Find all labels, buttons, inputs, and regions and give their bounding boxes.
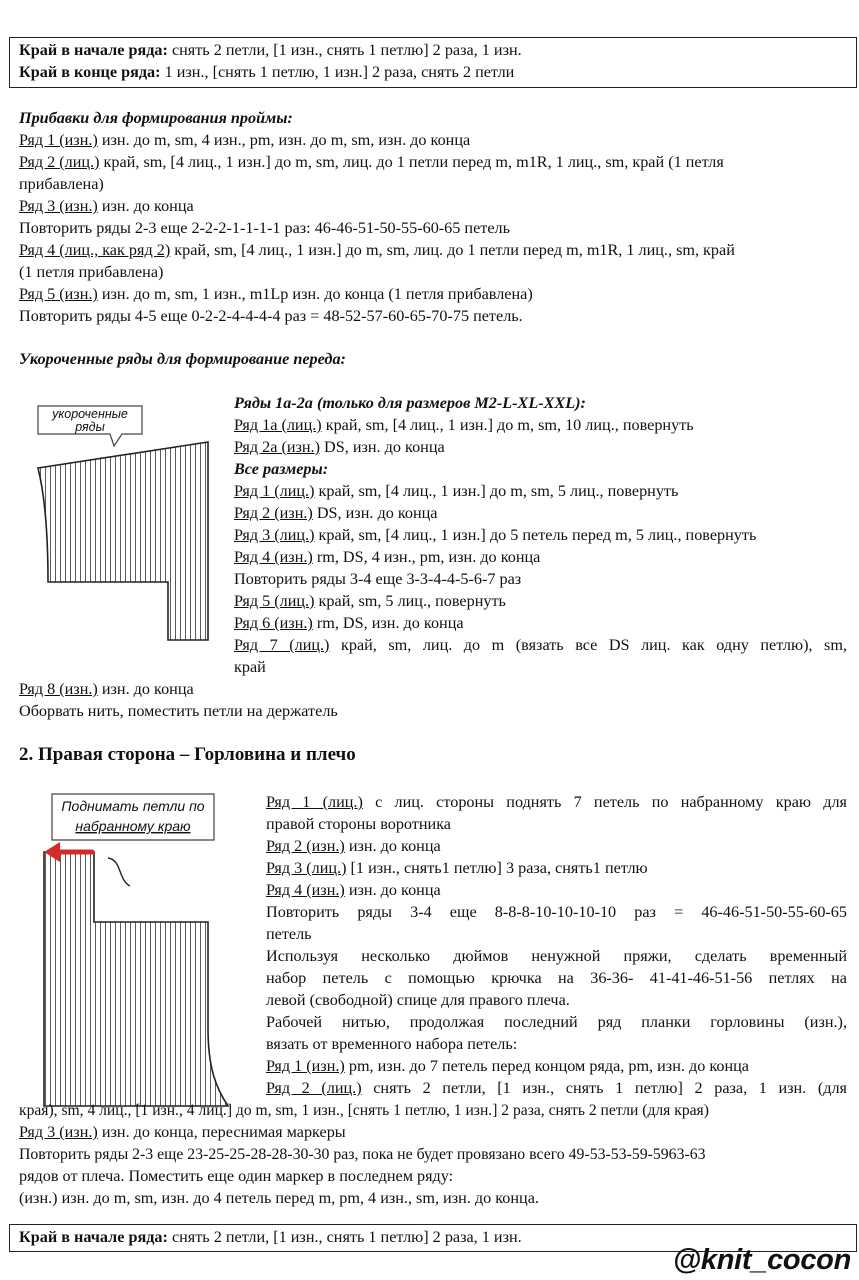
short-row-3 [234, 525, 756, 547]
armhole-row-2 [19, 152, 724, 174]
row-text: снять 2 петли, [1 изн., снять 1 петлю] 2 раза, 1 изн. (для [361, 1079, 847, 1097]
row-text: DS, изн. до конца [312, 504, 438, 522]
right-para-1: Используя несколько дюймов ненужной пряжи, сделать временный [266, 947, 847, 965]
armhole-row-1 [19, 130, 470, 152]
section-heading-right-side: 2. Правая сторона – Горловина и плечо [19, 744, 356, 765]
row-label: Ряд 2 (изн.) [266, 837, 345, 855]
edge-start-label: Край в начале ряда: [19, 1228, 168, 1246]
row-label: Ряд 2 (изн.) [234, 504, 313, 522]
row-label: Ряд 3 (лиц.) [234, 526, 315, 544]
row-text: край, sm, [4 лиц., 1 изн.] до m, sm, лиц. до 1 петли перед m, m1R, 1 лиц., sm, край [170, 241, 735, 259]
row-label: Ряд 1 (изн.) [19, 131, 98, 149]
neckline-diagram [38, 788, 263, 1110]
shoulder-row-1 [266, 1056, 749, 1078]
row-text: край, sm, [4 лиц., 1 изн.] до m, sm, 10 лиц., повернуть [321, 416, 694, 434]
row-text: rm, DS, изн. до конца [312, 614, 464, 632]
row-text: край, sm, [4 лиц., 1 изн.] до m, sm, лиц. до 1 петли перед m, m1R, 1 лиц., sm, край (1 петля [99, 153, 724, 171]
row-text: край, sm, [4 лиц., 1 изн.] до 5 петель перед m, 5 лиц., повернуть [314, 526, 757, 544]
row-label: Ряд 4 (изн.) [266, 881, 345, 899]
right-row-2 [266, 836, 441, 858]
shoulder-repeat-d: рядов от плеча. Поместить еще один маркер в последнем ряду: [19, 1167, 454, 1185]
short-row-7 [234, 635, 847, 657]
short-rows-diagram [18, 400, 230, 650]
diagram-label-short-rows-1: укороченные [52, 407, 128, 421]
armhole-row-2-cont: прибавлена) [19, 175, 104, 193]
row-text: [1 изн., снять1 петлю] 3 раза, снять1 петлю [346, 859, 648, 877]
short-row-5 [234, 591, 506, 613]
armhole-row-3 [19, 196, 194, 218]
right-para-5: вязать от временного набора петель: [266, 1035, 518, 1053]
armhole-row-5 [19, 284, 533, 306]
short-row-2 [234, 503, 437, 525]
armhole-title: Прибавки для формирования проймы: [19, 109, 293, 127]
short-rows-sub-1: Ряды 1а-2а (только для размеров M2-L-XL-XXL): [234, 394, 586, 412]
row-text: край, sm, 5 лиц., повернуть [314, 592, 506, 610]
row-text: с лиц. стороны поднять 7 петель по набранному краю для [362, 793, 847, 811]
diagram-label-short-rows-2: ряды [75, 420, 105, 434]
right-row-3 [266, 858, 648, 880]
short-rows-repeat: Повторить ряды 3-4 еще 3-3-4-4-5-6-7 раз [234, 570, 522, 588]
edge-start-text: снять 2 петли, [1 изн., снять 1 петлю] 2 раза, 1 изн. [167, 1228, 522, 1246]
armhole-repeat-1: Повторить ряды 2-3 еще 2-2-2-1-1-1-1 раз: 46-46-51-50-55-60-65 петель [19, 219, 510, 237]
shoulder-last-row: (изн.) изн. до m, sm, изн. до 4 петель перед m, pm, 4 изн., sm, изн. до конца. [19, 1189, 539, 1207]
row-label: Ряд 5 (изн.) [19, 285, 98, 303]
top-box-row-1 [19, 40, 522, 62]
row-text: край, sm, лиц. до m (вязать все DS лиц. как одну петлю), sm, [329, 636, 847, 654]
diagram-label-pickup-1: Поднимать петли по [61, 798, 205, 814]
row-text: край, sm, [4 лиц., 1 изн.] до m, sm, 5 лиц., повернуть [314, 482, 679, 500]
right-para-3: левой (свободной) спице для правого плеча. [266, 991, 570, 1009]
right-repeat-b: петель [266, 925, 312, 943]
short-row-2a [234, 437, 445, 459]
armhole-row-4-cont: (1 петля прибавлена) [19, 263, 164, 281]
row-label: Ряд 2 (лиц.) [266, 1079, 362, 1097]
row-label: Ряд 3 (изн.) [19, 1123, 98, 1141]
right-row-1-cont: правой стороны воротника [266, 815, 451, 833]
row-label: Ряд 8 (изн.) [19, 680, 98, 698]
row-label: Ряд 3 (изн.) [19, 197, 98, 215]
row-label: Ряд 1 (лиц.) [234, 482, 315, 500]
short-row-6 [234, 613, 464, 635]
row-text: DS, изн. до конца [320, 438, 445, 456]
short-row-7-cont: край [234, 658, 266, 676]
row-label: Ряд 1а (лиц.) [234, 416, 322, 434]
row-text: изн. до конца [97, 680, 194, 698]
edge-end-text: 1 изн., [снять 1 петлю, 1 изн.] 2 раза, снять 2 петли [160, 63, 515, 81]
right-para-2: набор петель с помощью крючка на 36-36- 41-41-46-51-56 петлях на [266, 969, 847, 987]
short-row-1a [234, 415, 694, 437]
row-label: Ряд 3 (лиц.) [266, 859, 347, 877]
row-label: Ряд 2а (изн.) [234, 438, 320, 456]
row-label: Ряд 1 (лиц.) [266, 793, 363, 811]
short-row-4 [234, 547, 540, 569]
right-repeat-a: Повторить ряды 3-4 еще 8-8-8-10-10-10-10 раз = 46-46-51-50-55-60-65 [266, 903, 847, 921]
armhole-row-4 [19, 240, 735, 262]
row-label: Ряд 2 (лиц.) [19, 153, 100, 171]
row-text: изн. до m, sm, 1 изн., m1Lp изн. до конца (1 петля прибавлена) [97, 285, 533, 303]
short-rows-sub-2: Все размеры: [234, 460, 329, 478]
right-row-1 [266, 792, 847, 814]
row-label: Ряд 7 (лиц.) [234, 636, 330, 654]
row-label: Ряд 4 (изн.) [234, 548, 313, 566]
edge-end-label: Край в конце ряда: [19, 63, 161, 81]
shoulder-row-3 [19, 1122, 346, 1144]
row-label: Ряд 5 (лиц.) [234, 592, 315, 610]
row-text: изн. до конца [97, 197, 194, 215]
row-text: изн. до конца, переснимая маркеры [97, 1123, 346, 1141]
row-text: pm, изн. до 7 петель перед концом ряда, pm, изн. до конца [344, 1057, 749, 1075]
right-para-4: Рабочей нитью, продолжая последний ряд планки горловины (изн.), [266, 1013, 847, 1031]
row-text: rm, DS, 4 изн., pm, изн. до конца [312, 548, 541, 566]
diagram-label-pickup-2: набранному краю [75, 818, 191, 834]
watermark: @knit_cocon [672, 1244, 851, 1276]
top-box-row-2 [19, 62, 514, 84]
edge-start-label: Край в начале ряда: [19, 41, 168, 59]
row-text: изн. до конца [344, 881, 441, 899]
short-rows-title: Укороченные ряды для формирование переда: [19, 350, 346, 368]
edge-start-text: снять 2 петли, [1 изн., снять 1 петлю] 2 раза, 1 изн. [167, 41, 522, 59]
row-text: изн. до m, sm, 4 изн., pm, изн. до m, sm, изн. до конца [97, 131, 471, 149]
short-row-8 [19, 679, 194, 701]
row-text: изн. до конца [344, 837, 441, 855]
short-row-1 [234, 481, 678, 503]
row-label: Ряд 4 (лиц., как ряд 2) [19, 241, 171, 259]
armhole-repeat-2: Повторить ряды 4-5 еще 0-2-2-4-4-4-4 раз = 48-52-57-60-65-70-75 петель. [19, 307, 523, 325]
short-rows-cut: Оборвать нить, поместить петли на держатель [19, 702, 338, 720]
shoulder-repeat-c: Повторить ряды 2-3 еще 23-25-25-28-28-30-30 раз, пока не будет провязано всего 49-53-53-59-5963-63 [19, 1146, 706, 1163]
row-label: Ряд 1 (изн.) [266, 1057, 345, 1075]
right-row-4 [266, 880, 441, 902]
row-label: Ряд 6 (изн.) [234, 614, 313, 632]
shoulder-row-2 [266, 1078, 847, 1100]
shoulder-row-2-cont: края), sm, 4 лиц., [1 изн., 4 лиц.] до m, sm, 1 изн., [снять 1 петлю, 1 изн.] 2 раза, снять 2 петли (для края) [19, 1102, 709, 1119]
bottom-box-row [19, 1227, 522, 1249]
